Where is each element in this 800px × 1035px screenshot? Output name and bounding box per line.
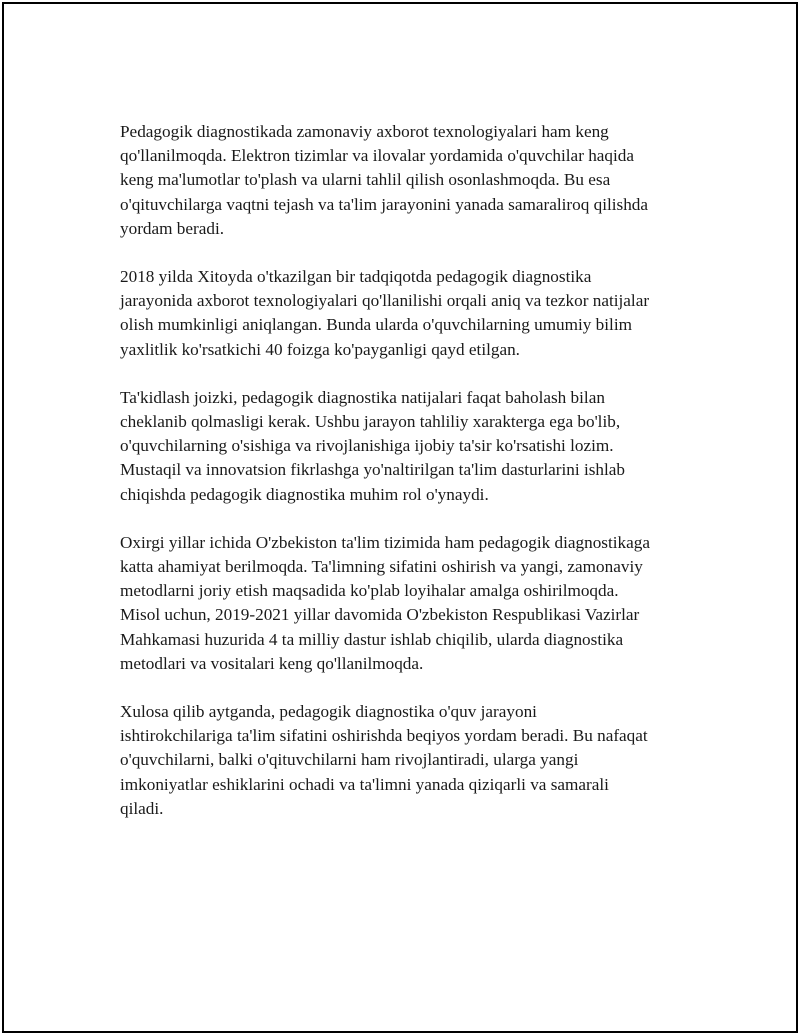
- text-line: ishtirokchilariga ta'lim sifatini oshirishda beqiyos yordam beradi. Bu nafaqat: [120, 726, 648, 746]
- paragraph-2: [120, 265, 690, 362]
- text-line: qiladi.: [120, 798, 164, 818]
- paragraph-1: [120, 120, 690, 241]
- paragraph-4: [120, 531, 690, 676]
- text-line: Ta'kidlash joizki, pedagogik diagnostika natijalari faqat baholash bilan: [120, 387, 605, 407]
- paragraph-5: [120, 700, 690, 821]
- text-line: qo'llanilmoqda. Elektron tizimlar va ilovalar yordamida o'quvchilar haqida: [120, 146, 635, 166]
- text-line: Mustaqil va innovatsion fikrlashga yo'naltirilgan ta'lim dasturlarini ishlab: [120, 460, 626, 480]
- text-line: o'qituvchilarga vaqtni tejash va ta'lim jarayonini yanada samaraliroq qilishda: [120, 194, 649, 214]
- text-line: Misol uchun, 2019-2021 yillar davomida O'zbekiston Respublikasi Vazirlar: [120, 605, 640, 625]
- text-line: imkoniyatlar eshiklarini ochadi va ta'limni yanada qiziqarli va samarali: [120, 774, 609, 794]
- text-line: Mahkamasi huzurida 4 ta milliy dastur ishlab chiqilib, ularda diagnostika: [120, 629, 624, 649]
- text-line: Oxirgi yillar ichida O'zbekiston ta'lim tizimida ham pedagogik diagnostikaga: [120, 532, 650, 552]
- text-line: cheklanib qolmasligi kerak. Ushbu jarayon tahliliy xarakterga ega bo'lib,: [120, 412, 621, 432]
- text-line: o'quvchilarning o'sishiga va rivojlanishiga ijobiy ta'sir ko'rsatishi lozim.: [120, 436, 614, 456]
- document-body: [120, 120, 690, 845]
- text-line: metodlarni joriy etish maqsadida ko'plab loyihalar amalga oshirilmoqda.: [120, 581, 619, 601]
- text-line: Xulosa qilib aytganda, pedagogik diagnostika o'quv jarayoni: [120, 702, 537, 722]
- text-line: jarayonida axborot texnologiyalari qo'llanilishi orqali aniq va tezkor natijalar: [120, 291, 650, 311]
- text-line: olish mumkinligi aniqlangan. Bunda ularda o'quvchilarning umumiy bilim: [120, 315, 632, 335]
- text-line: keng ma'lumotlar to'plash va ularni tahlil qilish osonlashmoqda. Bu esa: [120, 170, 611, 190]
- text-line: yordam beradi.: [120, 218, 225, 238]
- page-frame: [2, 2, 798, 1033]
- text-line: o'quvchilarni, balki o'qituvchilarni ham rivojlantiradi, ularga yangi: [120, 750, 579, 770]
- text-line: yaxlitlik ko'rsatkichi 40 foizga ko'payganligi qayd etilgan.: [120, 339, 520, 359]
- text-line: metodlari va vositalari keng qo'llanilmoqda.: [120, 653, 424, 673]
- text-line: katta ahamiyat berilmoqda. Ta'limning sifatini oshirish va yangi, zamonaviy: [120, 557, 643, 577]
- text-line: chiqishda pedagogik diagnostika muhim rol o'ynaydi.: [120, 484, 489, 504]
- text-line: Pedagogik diagnostikada zamonaviy axborot texnologiyalari ham keng: [120, 122, 609, 141]
- text-line: 2018 yilda Xitoyda o'tkazilgan bir tadqiqotda pedagogik diagnostika: [120, 267, 592, 287]
- paragraph-3: [120, 386, 690, 507]
